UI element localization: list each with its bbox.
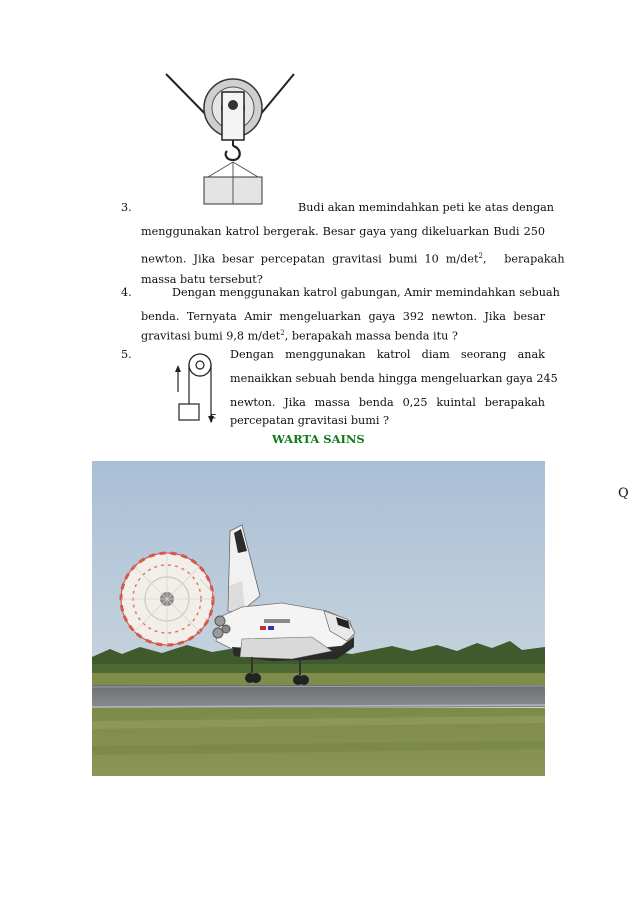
problem-3-number: 3. — [121, 201, 132, 214]
word: yang — [390, 225, 418, 238]
problem-3-line-2 — [141, 220, 545, 244]
word: Budi — [493, 225, 520, 238]
problem-4-line-1: Dengan menggunakan katrol gabungan, Amir memindahkan sebuah — [172, 286, 560, 299]
problem-3-line-1: Budi akan memindahkan peti ke atas dengan — [298, 201, 554, 214]
word: seorang — [460, 348, 507, 361]
word: berapakah — [484, 396, 545, 409]
word: besar — [513, 310, 545, 323]
text: , berapakah — [482, 252, 565, 266]
word: diam — [421, 348, 450, 361]
force-label: F — [210, 412, 217, 425]
problem-5-line-2: menaikkan sebuah benda hingga mengeluarkan gaya 245 — [230, 372, 558, 385]
word: Dengan — [230, 348, 274, 361]
problem-4-number: 4. — [121, 286, 132, 299]
section-title: WARTA SAINS — [272, 432, 365, 446]
word: katrol — [225, 225, 260, 238]
text: gravitasi bumi 9,8 m/det — [141, 329, 281, 343]
word: anak — [517, 348, 545, 361]
word: bergerak. — [263, 225, 319, 238]
word: Besar — [322, 225, 356, 238]
word: massa — [314, 396, 351, 409]
word: Ternyata — [186, 310, 237, 323]
word: menggunakan — [285, 348, 366, 361]
text: , berapakah massa benda itu ? — [284, 329, 458, 343]
word: mengeluarkan — [279, 310, 361, 323]
word: Jika — [484, 310, 506, 323]
problem-5-line-4: percepatan gravitasi bumi ? — [230, 414, 390, 427]
word: menggunakan — [141, 225, 222, 238]
word: 0,25 — [402, 396, 428, 409]
word: benda. — [141, 310, 180, 323]
problem-3-line-4: massa batu tersebut? — [141, 273, 263, 286]
word: newton. — [230, 396, 276, 409]
word: Jika — [284, 396, 306, 409]
word: Amir — [244, 310, 272, 323]
problem-5-number: 5. — [121, 348, 132, 361]
word: 250 — [523, 225, 545, 238]
word: gaya — [359, 225, 387, 238]
word: 392 — [402, 310, 425, 323]
word: newton. — [431, 310, 477, 323]
side-letter: Q — [618, 486, 629, 501]
problem-5-line-1 — [230, 343, 545, 367]
movable-pulley-figure — [160, 72, 310, 212]
word: katrol — [376, 348, 411, 361]
superscript: 2 — [478, 252, 483, 260]
word: benda — [358, 396, 394, 409]
superscript: 2 — [280, 329, 285, 337]
text: newton. Jika besar percepatan gravitasi bumi 10 m/det — [141, 252, 479, 266]
word: kuintal — [436, 396, 476, 409]
word: gaya — [368, 310, 396, 323]
word: dikeluarkan — [421, 225, 490, 238]
shuttle-landing-photo — [92, 461, 545, 776]
